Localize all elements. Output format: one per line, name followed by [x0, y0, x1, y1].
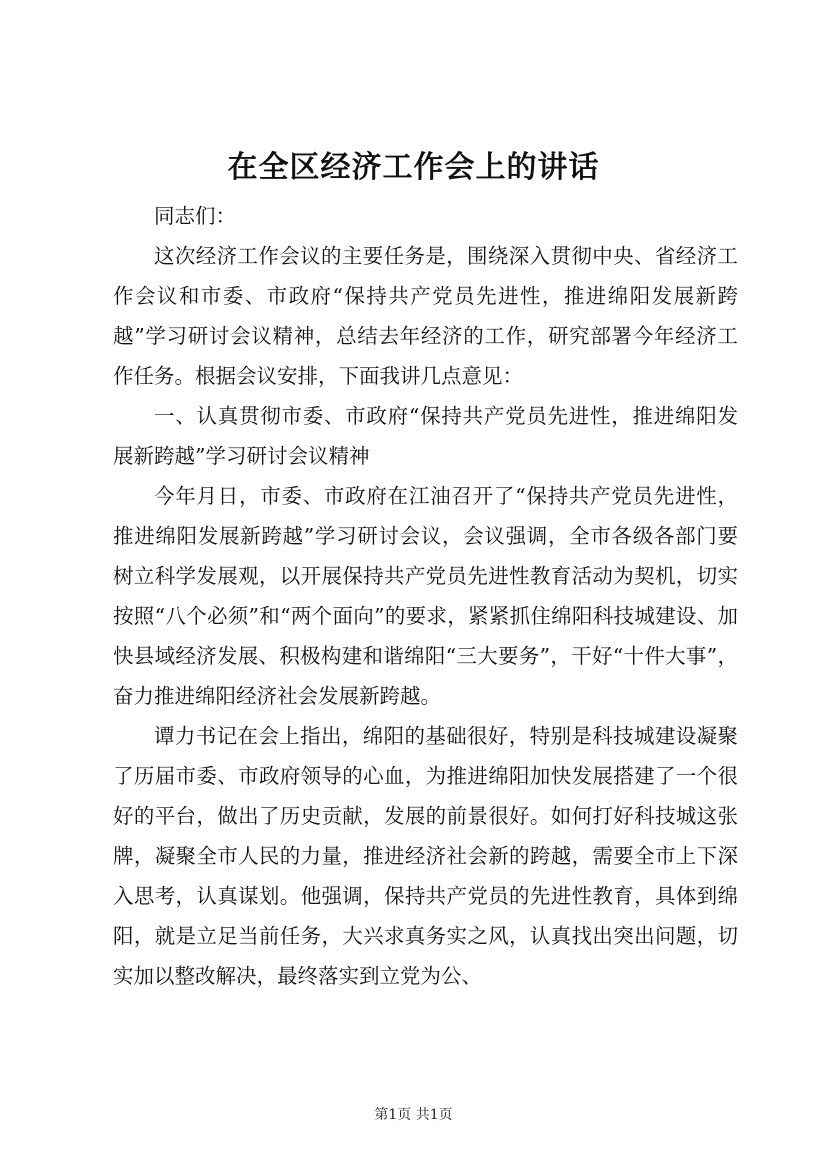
page-number-footer: 第1页 共1页	[374, 1107, 453, 1123]
paragraph-secretary: 谭力书记在会上指出，绵阳的基础很好，特别是科技城建设凝聚了历届市委、市政府领导的心血，为推进绵阳加快发展搭建了一个很好的平台，做出了历史贡献，发展的前景很好。如何打好科技城这张牌，凝聚全市人民的力量，推进经济社会新的跨越，需要全市上下深入思考，认真谋划。他强调，保持共产党员的先进性教育，具体到绵阳，就是立足当前任务，大兴求真务实之风，认真找出突出问题，切实加以整改解决，最终落实到立党为公、	[113, 724, 738, 988]
section-heading-1: 一、认真贯彻市委、市政府“保持共产党员先进性，推进绵阳发展新跨越”学习研讨会议精神	[113, 404, 738, 468]
salutation: 同志们：	[154, 204, 236, 228]
document-title: 在全区经济工作会上的讲话	[227, 150, 600, 185]
paragraph-intro: 这次经济工作会议的主要任务是，围绕深入贯彻中央、省经济工作会议和市委、市政府“保持共产党员先进性，推进绵阳发展新跨越”学习研讨会议精神，总结去年经济的工作，研究部署今年经济工作任务。根据会议安排，下面我讲几点意见：	[113, 244, 738, 388]
paragraph-meeting: 今年月日，市委、市政府在江油召开了“保持共产党员先进性，推进绵阳发展新跨越”学习研讨会议，会议强调，全市各级各部门要树立科学发展观，以开展保持共产党员先进性教育活动为契机，切实按照“八个必须”和“两个面向”的要求，紧紧抓住绵阳科技城建设、加快县域经济发展、积极构建和谐绵阳“三大要务”，干好“十件大事”，奋力推进绵阳经济社会发展新跨越。	[113, 484, 738, 708]
document-body	[113, 196, 738, 996]
